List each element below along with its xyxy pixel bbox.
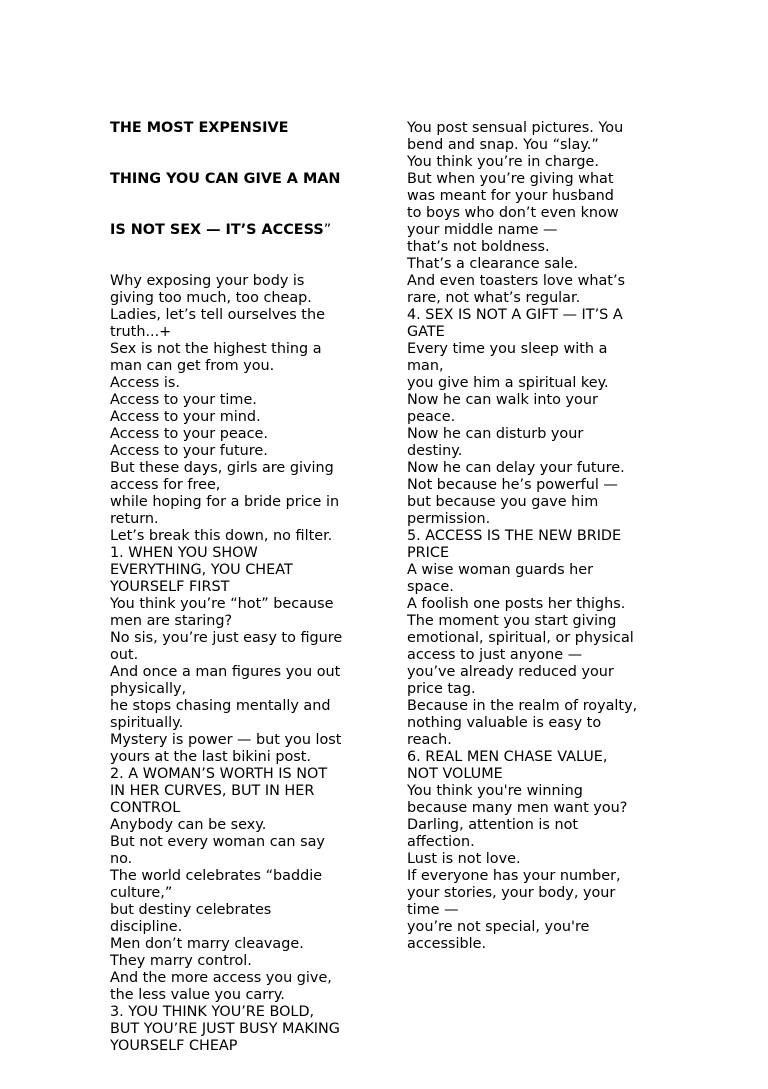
- text-line: A foolish one posts her thighs.: [407, 596, 626, 612]
- text-line: 1. WHEN YOU SHOW: [110, 545, 258, 561]
- text-line: to boys who don’t even know: [407, 205, 619, 221]
- right-column: [407, 86, 697, 987]
- text-line: reach.: [407, 732, 452, 748]
- right-column-body: [407, 120, 697, 953]
- text-line: Access to your peace.: [110, 426, 268, 442]
- text-line: discipline.: [110, 919, 183, 935]
- text-line: IN HER CURVES, BUT IN HER: [110, 783, 315, 799]
- text-line: The moment you start giving: [407, 613, 617, 629]
- text-line: Access to your future.: [110, 443, 268, 459]
- text-line: YOURSELF CHEAP: [110, 1038, 238, 1054]
- text-line: They marry control.: [110, 953, 252, 969]
- text-line: affection.: [407, 834, 475, 850]
- text-line: physically,: [110, 681, 187, 697]
- text-line: you give him a spiritual key.: [407, 375, 609, 391]
- text-line: Let’s break this down, no filter.: [110, 528, 333, 544]
- text-line: he stops chasing mentally and: [110, 698, 331, 714]
- text-line: Access to your time.: [110, 392, 257, 408]
- text-line: no.: [110, 851, 133, 867]
- text-line: Now he can disturb your: [407, 426, 584, 442]
- text-line: because many men want you?: [407, 800, 628, 816]
- text-line: 2. A WOMAN’S WORTH IS NOT: [110, 766, 328, 782]
- text-line: yours at the last bikini post.: [110, 749, 311, 765]
- text-line: your middle name —: [407, 222, 558, 238]
- title-line: THE MOST EXPENSIVE: [110, 120, 289, 136]
- text-line: Sex is not the highest thing a: [110, 341, 322, 357]
- text-line: Darling, attention is not: [407, 817, 579, 833]
- text-line: YOURSELF FIRST: [110, 579, 230, 595]
- text-line: rare, not what’s regular.: [407, 290, 581, 306]
- text-line: You post sensual pictures. You: [407, 120, 624, 136]
- text-line: No sis, you’re just easy to figure: [110, 630, 343, 646]
- left-column: [110, 86, 380, 1089]
- text-line: Men don’t marry cleavage.: [110, 936, 304, 952]
- text-line: EVERYTHING, YOU CHEAT: [110, 562, 293, 578]
- title-closing-quote: ”: [323, 222, 332, 238]
- text-line: And the more access you give,: [110, 970, 332, 986]
- text-line: If everyone has your number,: [407, 868, 621, 884]
- text-line: emotional, spiritual, or physical: [407, 630, 634, 646]
- text-line: Now he can walk into your: [407, 392, 598, 408]
- text-line: 4. SEX IS NOT A GIFT — IT’S A: [407, 307, 623, 323]
- text-line: Access is.: [110, 375, 180, 391]
- title-line: IS NOT SEX — IT’S ACCESS”: [110, 222, 332, 238]
- text-line: peace.: [407, 409, 456, 425]
- title-line: THING YOU CAN GIVE A MAN: [110, 171, 341, 187]
- text-line: destiny.: [407, 443, 463, 459]
- text-line: man can get from you.: [110, 358, 275, 374]
- text-line: spiritually.: [110, 715, 184, 731]
- text-line: Anybody can be sexy.: [110, 817, 267, 833]
- text-line: giving too much, too cheap.: [110, 290, 312, 306]
- text-line: CONTROL: [110, 800, 181, 816]
- text-line: BUT YOU’RE JUST BUSY MAKING: [110, 1021, 340, 1037]
- text-line: GATE: [407, 324, 445, 340]
- text-line: men are staring?: [110, 613, 233, 629]
- text-line: time —: [407, 902, 459, 918]
- text-line: while hoping for a bride price in: [110, 494, 340, 510]
- text-line: But these days, girls are giving: [110, 460, 334, 476]
- text-line: Lust is not love.: [407, 851, 521, 867]
- text-line: The world celebrates “baddie: [110, 868, 323, 884]
- text-line: accessible.: [407, 936, 487, 952]
- text-line: Why exposing your body is: [110, 273, 305, 289]
- text-line: Because in the realm of royalty,: [407, 698, 638, 714]
- text-line: but because you gave him: [407, 494, 599, 510]
- text-line: access to just anyone —: [407, 647, 583, 663]
- text-line: But not every woman can say: [110, 834, 325, 850]
- text-line: you’ve already reduced your: [407, 664, 614, 680]
- text-line: Mystery is power — but you lost: [110, 732, 342, 748]
- text-line: PRICE: [407, 545, 450, 561]
- text-line: And even toasters love what’s: [407, 273, 626, 289]
- text-line: that’s not boldness.: [407, 239, 550, 255]
- text-line: NOT VOLUME: [407, 766, 503, 782]
- left-column-body: [110, 273, 380, 1055]
- text-line: Every time you sleep with a: [407, 341, 608, 357]
- text-line: you’re not special, you're: [407, 919, 590, 935]
- text-line: return.: [110, 511, 159, 527]
- text-line: bend and snap. You “slay.”: [407, 137, 599, 153]
- text-line: Access to your mind.: [110, 409, 261, 425]
- text-line: You think you’re in charge.: [407, 154, 599, 170]
- text-line: A wise woman guards her: [407, 562, 594, 578]
- text-line: permission.: [407, 511, 491, 527]
- text-line: was meant for your husband: [407, 188, 614, 204]
- text-line: You think you're winning: [407, 783, 583, 799]
- text-line: access for free,: [110, 477, 221, 493]
- text-line: culture,”: [110, 885, 173, 901]
- text-line: but destiny celebrates: [110, 902, 272, 918]
- text-line: nothing valuable is easy to: [407, 715, 602, 731]
- text-line: man,: [407, 358, 444, 374]
- text-line: And once a man figures you out: [110, 664, 341, 680]
- text-line: your stories, your body, your: [407, 885, 616, 901]
- text-line: Ladies, let’s tell ourselves the: [110, 307, 325, 323]
- text-line: That’s a clearance sale.: [407, 256, 578, 272]
- text-line: You think you’re “hot” because: [110, 596, 334, 612]
- text-line: Not because he’s powerful —: [407, 477, 618, 493]
- text-line: 5. ACCESS IS THE NEW BRIDE: [407, 528, 622, 544]
- text-line: 6. REAL MEN CHASE VALUE,: [407, 749, 608, 765]
- text-line: space.: [407, 579, 454, 595]
- text-line: But when you’re giving what: [407, 171, 614, 187]
- text-line: truth...+: [110, 324, 172, 340]
- text-line: price tag.: [407, 681, 476, 697]
- text-line: out.: [110, 647, 139, 663]
- text-line: Now he can delay your future.: [407, 460, 625, 476]
- text-line: 3. YOU THINK YOU’RE BOLD,: [110, 1004, 315, 1020]
- text-line: the less value you carry.: [110, 987, 285, 1003]
